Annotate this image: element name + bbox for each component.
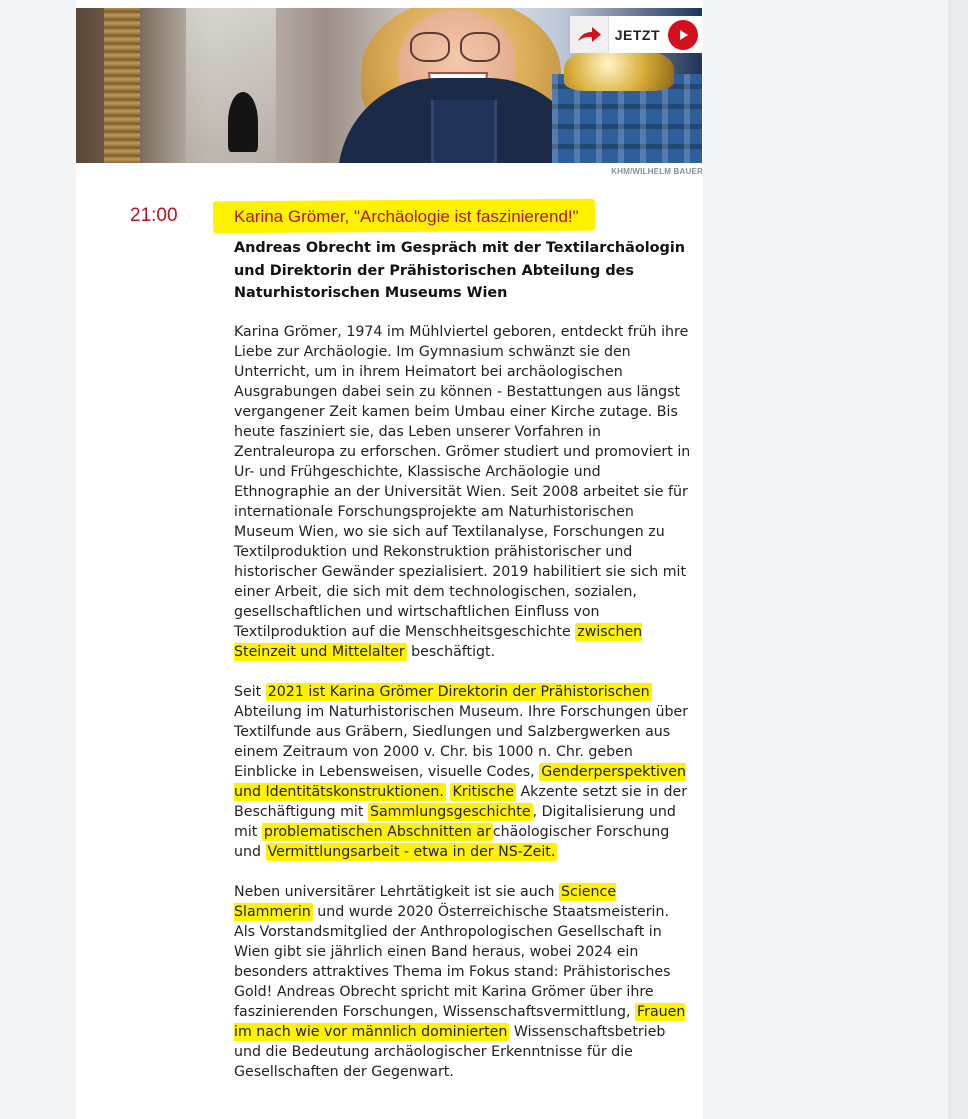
highlight-text: Kritische: [452, 783, 514, 800]
highlight-text: Genderperspektiven und Identitätskonstruktionen.: [234, 763, 687, 800]
program-subtitle: Andreas Obrecht im Gespräch mit der Textilarchäologin und Direktorin der Prähistorischen Abteilung des Naturhistorischen Museums Wien: [234, 240, 686, 302]
wooden-knob: [228, 92, 258, 152]
article-page: [76, 0, 703, 1119]
program-title: Karina Grömer, "Archäologie ist faszinierend!": [234, 207, 579, 226]
hero-photo: [76, 8, 702, 163]
play-icon: [668, 20, 698, 50]
paragraph-outreach: Neben universitärer Lehrtätigkeit ist sie auch Science Slammerin und wurde 2020 Österreichische Staatsmeisterin. Als Vorstandsmitglied der Anthropologischen Gesellschaft in Wien gibt sie jährlich einen Band heraus, wobei 2024 ein besonders attraktives Thema im Fokus stand: Prähistorisches Gold! Andreas Obrecht spricht mit Karina Grömer über ihre faszinierenden Forschungen, Wissenschaftsvermittlung, Frauen im nach wie vor männlich dominierten Wissenschaftsbetrieb und die Bedeutung archäologischer Erkenntnisse für die Gesellschaften der Gegenwart.: [234, 883, 686, 1080]
highlight-text: problematischen Abschnitten ar: [263, 823, 491, 840]
paragraph-biography: Karina Grömer, 1974 im Mühlviertel geboren, entdeckt früh ihre Liebe zur Archäologie. Im Gymnasium schwänzt sie den Unterricht, um in ihrem Heimatort bei archäologischen Ausgrabungen dabei sein zu können - Bestattungen aus längst vergangener Zeit kamen beim Umbau einer Kirche zutage. Bis heute fasziniert sie, das Leben unserer Vorfahren in Zentraleuropa zu erforschen. Grömer studiert und promoviert in Ur- und Frühgeschichte, Klassische Archäologie und Ethnographie an der Universität Wien. Seit 2008 arbeitet sie für internationale Forschungsprojekte am Naturhistorischen Museum Wien, wo sie sich auf Textilanalyse, Forschungen zu Textilproduktion und Rekonstruktion prähistorischer und historischer Gewänder spezialisiert. 2019 habilitiert sie sich mit einer Arbeit, die sich mit dem technologischen, sozialen, gesellschaftlichen und wirtschaftlichen Einfluss von Textilproduktion auf die Menschheitsgeschichte zwischen Steinzeit und Mittelalter beschäftigt.: [234, 323, 691, 660]
highlight-text: Science Slammerin: [234, 883, 617, 920]
glasses-right: [460, 32, 500, 62]
program-description: [234, 237, 694, 1102]
broadcast-time: 21:00: [130, 205, 178, 226]
highlight-text: Vermittlungsarbeit - etwa in der NS-Zeit.: [267, 843, 556, 860]
live-now-button[interactable]: [609, 16, 702, 53]
portrait-blouse: [431, 100, 497, 163]
window-edge: [948, 0, 968, 1119]
photo-credit: KHM/WILHELM BAUER: [611, 167, 703, 176]
highlight-text: Sammlungsgeschichte: [369, 803, 531, 820]
live-now-label: JETZT: [614, 26, 660, 43]
highlight-text: zwischen Steinzeit und Mittelalter: [234, 623, 643, 660]
glasses-left: [410, 32, 450, 62]
paragraph-career: Seit 2021 ist Karina Grömer Direktorin der Prähistorischen Abteilung im Naturhistorischen Museum. Ihre Forschungen über Textilfunde aus Gräbern, Siedlungen und Salzbergwerken aus einem Zeitraum von 2000 v. Chr. bis 1000 n. Chr. geben Einblicke in Lebensweisen, visuelle Codes, Genderperspektiven und Identitätskonstruktionen. Kritische Akzente setzt sie in der Beschäftigung mit Sammlungsgeschichte , Digitalisierung und mit problematischen Abschnitten ar chäologischer Forschung und Vermittlungsarbeit - etwa in der NS-Zeit.: [234, 683, 689, 860]
live-badge[interactable]: [570, 16, 702, 53]
highlight-text: Frauen im nach wie vor männlich dominierten: [234, 1003, 686, 1040]
share-arrow-icon[interactable]: [570, 16, 609, 53]
picture-frame: [104, 8, 140, 163]
highlight-text: 2021 ist Karina Grömer Direktorin der Prähistorischen: [267, 683, 650, 700]
